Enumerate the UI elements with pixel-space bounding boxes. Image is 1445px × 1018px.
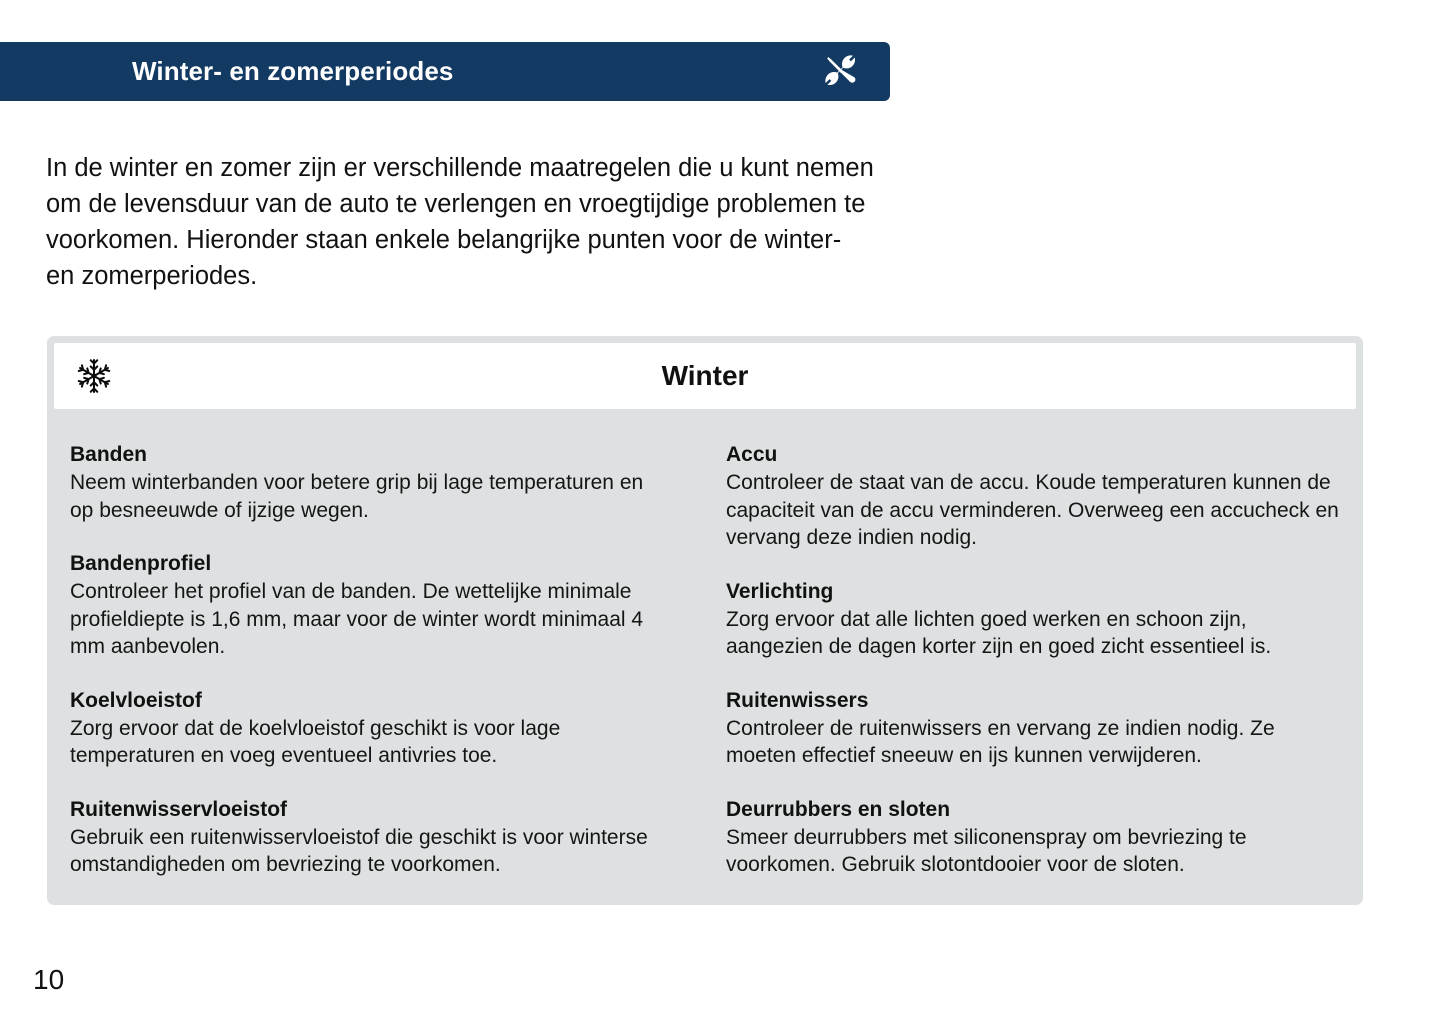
snowflake-icon	[72, 354, 116, 398]
topic-title: Accu	[726, 443, 778, 466]
page-title: Winter- en zomerperiodes	[132, 56, 454, 86]
topic-accu	[726, 441, 1340, 552]
topic-ruitenwisservloeistof	[70, 796, 684, 879]
topic-koelvloeistof	[70, 687, 684, 770]
topic-text: Controleer de staat van de accu. Koude temperaturen kunnen de capaciteit van de accu verminderen. Overweeg een accucheck en vervang deze indien nodig.	[726, 471, 1339, 549]
season-content-columns	[54, 409, 1356, 879]
topic-deurrubbers-en-sloten	[726, 796, 1340, 879]
tools-icon	[822, 52, 862, 92]
topic-bandenprofiel	[70, 550, 684, 661]
season-panel-header	[54, 343, 1356, 409]
topic-banden	[70, 441, 684, 524]
topic-text: Smeer deurrubbers met siliconenspray om bevriezing te voorkomen. Gebruik slotontdooier voor de sloten.	[726, 825, 1247, 876]
topic-text: Zorg ervoor dat alle lichten goed werken en schoon zijn, aangezien de dagen korter zijn en goed zicht essentieel is.	[726, 607, 1272, 658]
topic-verlichting	[726, 578, 1340, 661]
topic-title: Deurrubbers en sloten	[726, 797, 951, 821]
topic-title: Bandenprofiel	[70, 552, 212, 575]
topic-text: Zorg ervoor dat de koelvloeistof geschikt is voor lage temperaturen en voeg eventueel antivries toe.	[70, 716, 561, 767]
topic-text: Neem winterbanden voor betere grip bij lage temperaturen en op besneeuwde of ijzige wegen.	[70, 471, 644, 522]
season-panel-winter	[47, 336, 1363, 905]
topic-title: Koelvloeistof	[70, 688, 202, 712]
topic-title: Ruitenwisservloeistof	[70, 797, 288, 821]
topic-text: Controleer de ruitenwissers en vervang ze indien nodig. Ze moeten effectief sneeuw en ijs kunnen verwijderen.	[726, 716, 1275, 767]
topic-text: Gebruik een ruitenwisservloeistof die geschikt is voor winterse omstandigheden om bevriezing te voorkomen.	[70, 825, 648, 876]
season-column-right	[726, 441, 1340, 879]
topic-title: Ruitenwissers	[726, 688, 869, 712]
season-column-left	[70, 441, 684, 879]
intro-paragraph: In de winter en zomer zijn er verschillende maatregelen die u kunt nemen om de levensduur van de auto te verlengen en vroegtijdige problemen te voorkomen. Hieronder staan enkele belangrijke punten voor de winter- en zomerperiodes.	[46, 154, 874, 290]
topic-text: Controleer het profiel van de banden. De wettelijke minimale profieldiepte is 1,6 mm, maar voor de winter wordt minimaal 4 mm aanbevolen.	[70, 580, 644, 658]
topic-title: Verlichting	[726, 579, 834, 603]
season-title: Winter	[661, 360, 749, 391]
page-header-bar	[0, 42, 890, 101]
topic-title: Banden	[70, 443, 148, 466]
topic-ruitenwissers	[726, 687, 1340, 770]
page-number: 10	[33, 964, 65, 995]
